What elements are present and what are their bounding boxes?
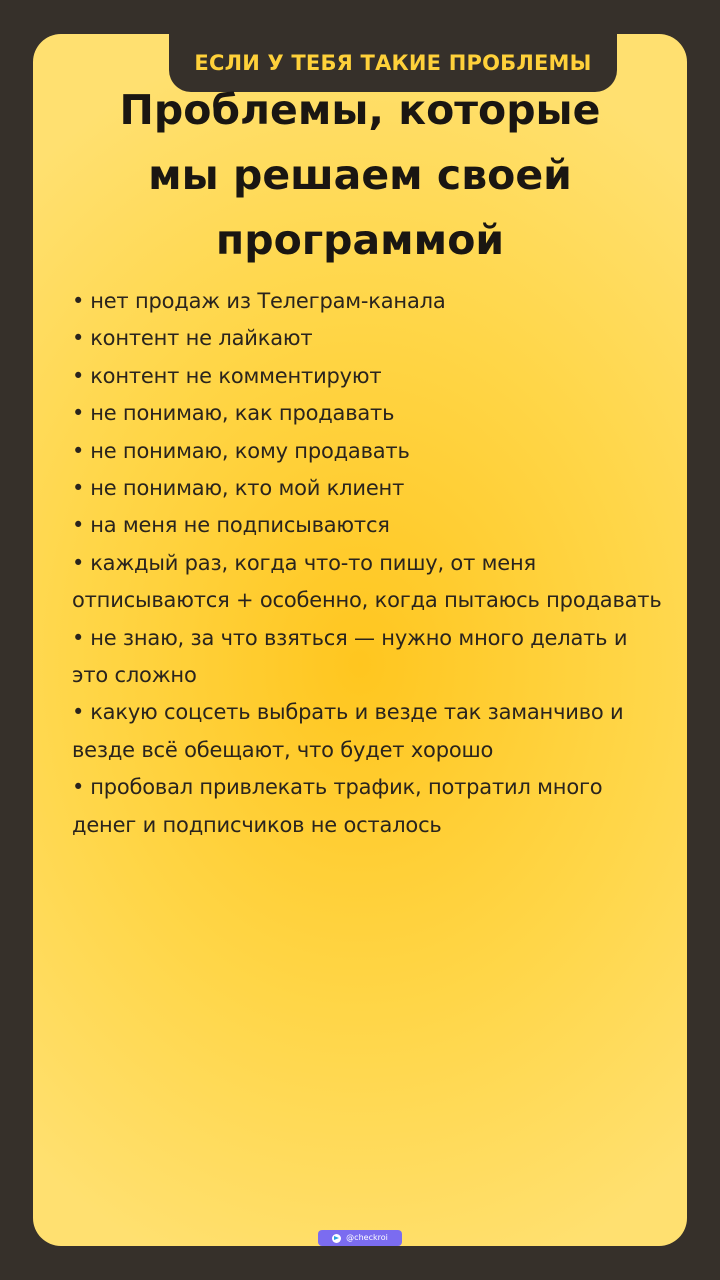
bullet: • xyxy=(72,513,85,538)
list-item-text: не понимаю, кто мой клиент xyxy=(90,476,405,501)
list-item xyxy=(72,620,662,695)
list-item-text: нет продаж из Телеграм-канала xyxy=(90,289,446,313)
page-title xyxy=(33,78,687,273)
list-item xyxy=(72,694,662,769)
title-line: программой xyxy=(215,216,505,264)
list-item-text: каждый раз, когда что-то пишу, от меня отписываются + особенно, когда пытаюсь продавать xyxy=(72,550,662,613)
list-item xyxy=(72,433,662,470)
bullet: • xyxy=(72,700,85,725)
list-item xyxy=(72,358,662,395)
list-item-text: не понимаю, как продавать xyxy=(90,401,395,426)
channel-handle: @checkroi xyxy=(346,1233,388,1242)
list-item-text: не понимаю, кому продавать xyxy=(90,438,410,463)
bullet: • xyxy=(72,550,85,575)
bullet: • xyxy=(72,625,85,650)
list-item-text: пробовал привлекать трафик, потратил много денег и подписчиков не осталось xyxy=(72,775,603,837)
bullet: • xyxy=(72,438,85,463)
list-item-text: не знаю, за что взяться — нужно много делать и это сложно xyxy=(72,625,628,688)
list-item-text: какую соцсеть выбрать и везде так заманчиво и везде всё обещают, что будет хорошо xyxy=(72,700,624,762)
header-label: ЕСЛИ У ТЕБЯ ТАКИЕ ПРОБЛЕМЫ xyxy=(194,51,592,75)
list-item xyxy=(72,470,662,507)
list-item-text: контент не лайкают xyxy=(90,326,313,351)
bullet: • xyxy=(72,476,85,501)
list-item xyxy=(72,769,662,844)
bullet: • xyxy=(72,289,85,313)
list-item-text: контент не комментируют xyxy=(90,363,382,388)
bullet: • xyxy=(72,326,85,351)
title-line: мы решаем своей xyxy=(148,151,572,199)
bullet: • xyxy=(72,363,85,388)
bullet: • xyxy=(72,401,85,426)
channel-badge[interactable] xyxy=(318,1230,402,1246)
bullet: • xyxy=(72,775,85,800)
list-item-text: на меня не подписываются xyxy=(90,513,390,538)
title-line: Проблемы, которые xyxy=(119,86,601,134)
problems-list xyxy=(72,283,662,844)
list-item xyxy=(72,320,662,357)
list-item xyxy=(72,395,662,432)
list-item xyxy=(72,283,662,320)
telegram-icon xyxy=(332,1234,341,1243)
list-item xyxy=(72,545,662,620)
list-item xyxy=(72,507,662,544)
